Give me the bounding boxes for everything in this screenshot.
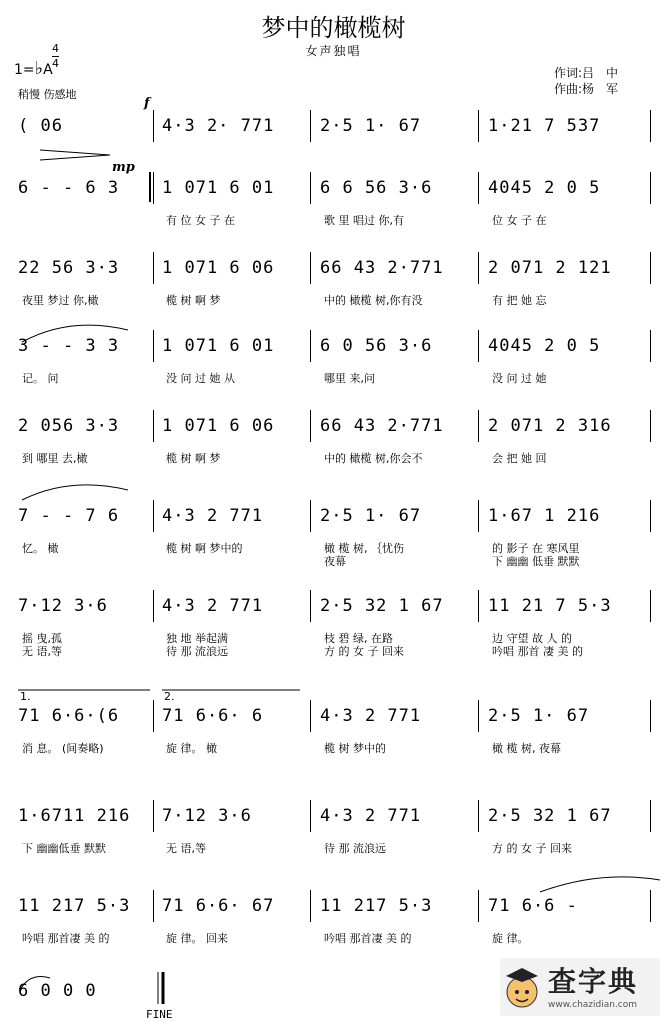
measure-lyric: 中的 橄榄 树,你有没 — [324, 294, 423, 307]
page-subtitle: 女声独唱 — [305, 44, 362, 58]
measure-notes: 71 6·6· 67 — [162, 896, 275, 916]
measure-notes: 66 43 2·771 — [320, 258, 444, 278]
measure-lyric: 会 把 她 回 — [492, 452, 547, 465]
measure-lyric: 吟唱 那首凄 美 的 — [22, 932, 110, 945]
measure-notes: 11 21 7 5·3 — [488, 596, 612, 616]
measure-lyric: 橄 榄 树, ｛忧伤 — [324, 542, 404, 555]
measure-notes: 11 217 5·3 — [320, 896, 433, 916]
measure-notes: 7·12 3·6 — [18, 596, 108, 616]
measure-notes: 2·5 32 1 67 — [320, 596, 444, 616]
watermark-text: 查字典 — [548, 965, 639, 998]
measure-notes: 6 0 0 0 — [18, 981, 97, 1001]
tie-slur — [20, 977, 50, 991]
measure-lyric: 摇 曳,孤 — [22, 632, 62, 645]
measure-notes: 71 6·6 - — [488, 896, 578, 916]
measure-lyric: 记。 问 — [22, 372, 59, 385]
measure-notes: 1·21 7 537 — [488, 116, 601, 136]
watermark-url: www.chazidian.com — [548, 1000, 638, 1010]
measure-notes: 71 6·6· 6 — [162, 706, 264, 726]
fine-label: FINE — [146, 1008, 173, 1021]
measure-lyric: 夜里 梦过 你,橄 — [22, 294, 99, 307]
measure-lyric: 旋 律。 橄 — [166, 742, 217, 755]
measure-lyric: 忆。 橄 — [22, 542, 59, 555]
measure-notes: 4045 2 0 5 — [488, 336, 601, 356]
measure-lyric: 枝 碧 绿, 在路 — [324, 632, 393, 645]
measure-notes: 3 - - 3 3 — [18, 336, 120, 356]
meter-bottom: 4 — [52, 57, 59, 70]
measure-lyric: 的 影子 在 寒风里 — [492, 542, 580, 555]
measure-notes: 22 56 3·3 — [18, 258, 120, 278]
measure-lyric: 吟唱 那首凄 美 的 — [324, 932, 412, 945]
measure-lyric: 方 的 女 子 回来 — [492, 842, 572, 855]
measure-notes: 2·5 1· 67 — [320, 116, 422, 136]
measure-notes: 2 056 3·3 — [18, 416, 120, 436]
dynamic-mp: mp — [112, 160, 135, 175]
measure-notes: 66 43 2·771 — [320, 416, 444, 436]
measure-notes: 2 071 2 316 — [488, 416, 612, 436]
measure-lyric: 歌 里 唱过 你,有 — [324, 214, 404, 227]
measure-notes: 1 071 6 01 — [162, 178, 275, 198]
measure-notes: 4·3 2· 771 — [162, 116, 275, 136]
meter-top: 4 — [52, 42, 59, 55]
measure-lyric: 到 哪里 去,橄 — [22, 452, 88, 465]
measure-lyric: 吟唱 那首 凄 美 的 — [492, 645, 583, 658]
measure-notes: 1 071 6 01 — [162, 336, 275, 356]
measure-lyric: 边 守望 故 人 的 — [492, 632, 572, 645]
measure-lyric: 没 问 过 她 从 — [166, 372, 235, 385]
long-slur — [540, 877, 660, 892]
measure-lyric: 下 幽幽低垂 默默 — [22, 842, 106, 855]
measure-lyric: 无 语,等 — [166, 842, 206, 855]
measure-notes: 6 6 56 3·6 — [320, 178, 433, 198]
lyricist-credit: 作词:吕 中 — [554, 66, 619, 80]
measure-notes: 7·12 3·6 — [162, 806, 252, 826]
page-title: 梦中的橄榄树 — [261, 14, 406, 42]
phrase-slur-2 — [22, 485, 128, 500]
phrase-slur-1 — [22, 325, 128, 342]
measure-lyric: 榄 树 梦中的 — [324, 742, 386, 755]
measure-lyric: 待 那 流浪远 — [324, 842, 386, 855]
measure-lyric: 消 息。 (间奏略) — [22, 742, 104, 755]
measure-notes: ( 06 — [18, 116, 63, 136]
volta-1-label: 1. — [20, 690, 31, 703]
key-prefix: 1= — [14, 62, 35, 78]
measure-notes: 4·3 2 771 — [162, 596, 264, 616]
flat-sign: ♭ — [34, 58, 44, 79]
measure-notes: 4·3 2 771 — [320, 706, 422, 726]
measure-lyric: 有 把 她 忘 — [492, 294, 547, 307]
measure-lyric: 夜幕 — [324, 555, 346, 568]
measure-lyric: 榄 树 啊 梦 — [166, 452, 221, 465]
measure-lyric: 方 的 女 子 回来 — [324, 645, 404, 658]
measure-notes: 2·5 1· 67 — [320, 506, 422, 526]
measure-lyric: 中的 橄榄 树,你会不 — [324, 452, 423, 465]
measure-notes: 2 071 2 121 — [488, 258, 612, 278]
measure-lyric: 旋 律。 — [492, 932, 529, 945]
measure-notes: 71 6·6·(6 — [18, 706, 120, 726]
measure-lyric: 哪里 来,问 — [324, 372, 375, 385]
measure-lyric: 位 女 子 在 — [492, 214, 547, 227]
measure-lyric: 旋 律。 回来 — [166, 932, 228, 945]
dynamic-f: f — [144, 96, 150, 111]
measure-lyric: 下 幽幽 低垂 默默 — [492, 555, 580, 568]
measure-notes: 1 071 6 06 — [162, 416, 275, 436]
measure-lyric: 榄 树 啊 梦中的 — [166, 542, 243, 555]
measure-notes: 7 - - 7 6 — [18, 506, 120, 526]
measure-notes: 6 - - 6 3 — [18, 178, 120, 198]
measure-lyric: 无 语,等 — [22, 645, 62, 658]
measure-notes: 1·6711 216 — [18, 806, 131, 826]
measure-lyric: 榄 树 啊 梦 — [166, 294, 221, 307]
volta-2-label: 2. — [164, 690, 175, 703]
measure-notes: 4·3 2 771 — [162, 506, 264, 526]
measure-lyric: 没 问 过 她 — [492, 372, 547, 385]
measure-notes: 4·3 2 771 — [320, 806, 422, 826]
measure-notes: 1·67 1 216 — [488, 506, 601, 526]
measure-notes: 2·5 32 1 67 — [488, 806, 612, 826]
measure-lyric: 待 那 流浪远 — [166, 645, 228, 658]
measure-notes: 6 0 56 3·6 — [320, 336, 433, 356]
key-note: A — [43, 62, 53, 78]
measure-lyric: 有 位 女 子 在 — [166, 214, 235, 227]
measure-notes: 11 217 5·3 — [18, 896, 131, 916]
measure-lyric: 橄 榄 树, 夜幕 — [492, 742, 561, 755]
measure-notes: 4045 2 0 5 — [488, 178, 601, 198]
measure-notes: 1 071 6 06 — [162, 258, 275, 278]
measure-notes: 2·5 1· 67 — [488, 706, 590, 726]
measure-lyric: 独 地 举起满 — [166, 632, 228, 645]
composer-credit: 作曲:杨 军 — [554, 82, 619, 96]
crescendo-hairpin — [40, 150, 110, 160]
tempo-marking: 稍慢 伤感地 — [18, 88, 77, 101]
